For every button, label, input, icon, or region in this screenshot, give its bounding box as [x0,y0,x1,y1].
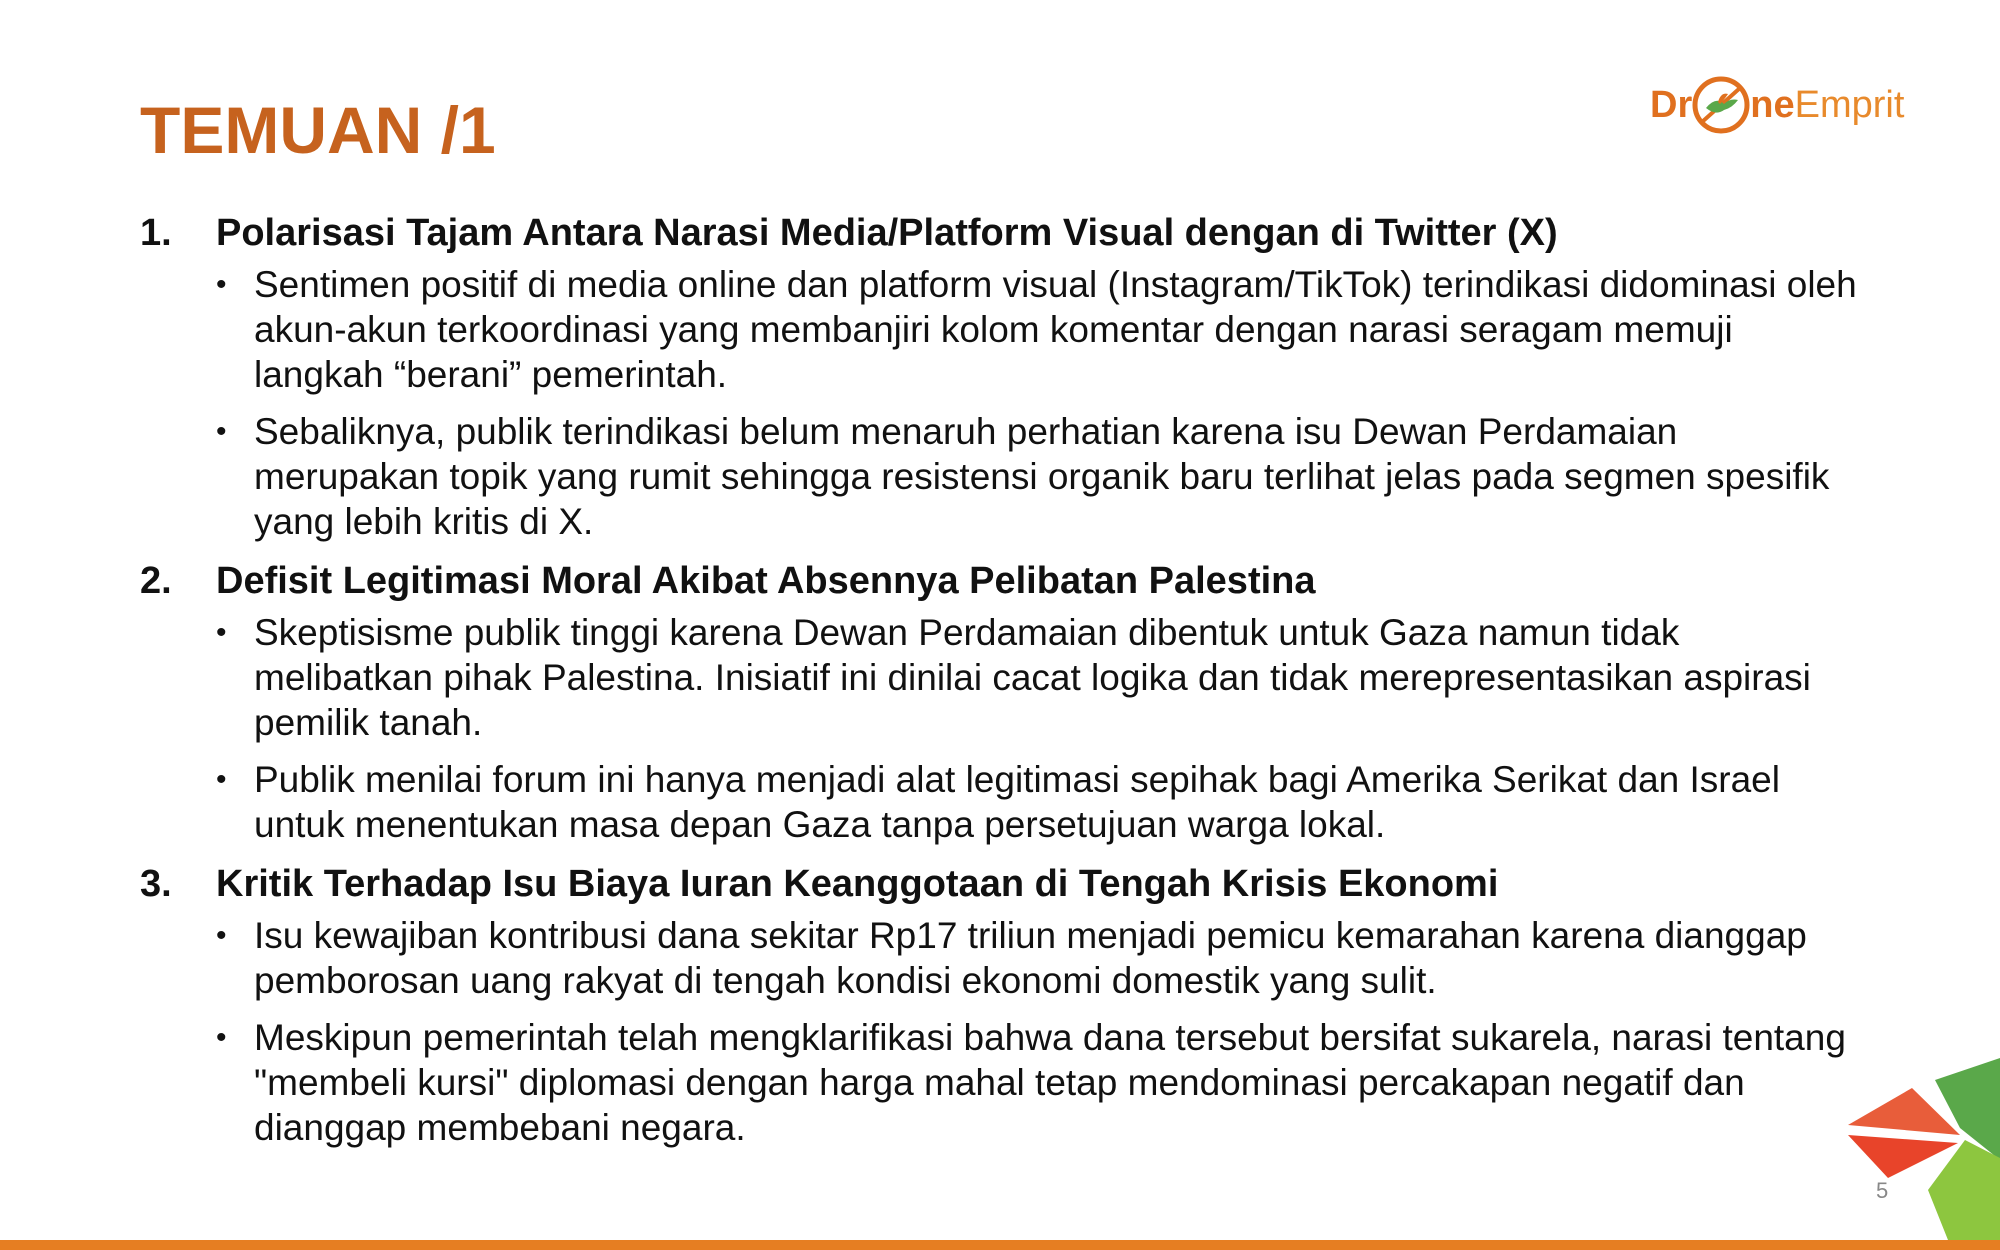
bullet-text: Isu kewajiban kontribusi dana sekitar Rp17 triliun menjadi pemicu kemarahan karena dianggap pemborosan uang rakyat di tengah kondisi ekonomi domestik yang sulit. [254,915,1807,1001]
findings-list [140,210,1860,1164]
finding-heading: Defisit Legitimasi Moral Akibat Absennya Pelibatan Palestina [216,560,1316,602]
bullet-text: Publik menilai forum ini hanya menjadi alat legitimasi sepihak bagi Amerika Serikat dan Israel untuk menentukan masa depan Gaza tanpa persetujuan warga lokal. [254,759,1780,845]
bullet-text: Skeptisisme publik tinggi karena Dewan Perdamaian dibentuk untuk Gaza namun tidak melibatkan pihak Palestina. Inisiatif ini dinilai cacat logika dan tidak merepresentasikan aspirasi pemilik tanah. [254,612,1811,743]
drone-logo-icon [1690,74,1752,136]
finding-number: 1. [140,212,172,254]
logo-text-ne: ne [1750,83,1795,126]
bottom-accent-bar [0,1240,2000,1250]
drone-emprit-logo [1650,70,1904,140]
bullet-dot-icon: • [216,919,227,952]
bullet-text: Sebaliknya, publik terindikasi belum menaruh perhatian karena isu Dewan Perdamaian merupakan topik yang rumit sehingga resistensi organik baru terlihat jelas pada segmen spesifik yang lebih kritis di X. [254,411,1830,542]
bullet-dot-icon: • [216,1021,227,1054]
finding-heading-row [140,210,1860,256]
corner-decoration-icon [1840,1040,2000,1240]
bullet-dot-icon: • [216,268,227,301]
bullet-item [216,409,1860,544]
bullet-item [216,913,1860,1003]
finding-heading-row [140,558,1860,604]
finding-number: 2. [140,560,172,602]
finding-heading: Kritik Terhadap Isu Biaya Iuran Keanggotaan di Tengah Krisis Ekonomi [216,863,1499,905]
finding-heading-row [140,861,1860,907]
finding-bullets [140,913,1860,1150]
finding-item [140,210,1860,544]
finding-bullets [140,610,1860,847]
bullet-item [216,262,1860,397]
finding-heading: Polarisasi Tajam Antara Narasi Media/Platform Visual dengan di Twitter (X) [216,212,1558,254]
bullet-text: Meskipun pemerintah telah mengklarifikasi bahwa dana tersebut bersifat sukarela, narasi tentang "membeli kursi" diplomasi dengan harga mahal tetap mendominasi percakapan negatif dan dianggap membebani negara. [254,1017,1846,1148]
finding-item [140,861,1860,1150]
bullet-dot-icon: • [216,616,227,649]
slide-title: TEMUAN /1 [140,93,496,167]
bullet-item [216,757,1860,847]
bullet-dot-icon: • [216,763,227,796]
page-number: 5 [1876,1178,1889,1203]
bullet-item [216,610,1860,745]
bullet-dot-icon: • [216,415,227,448]
logo-text-dr: Dr [1650,83,1693,126]
finding-bullets [140,262,1860,544]
bullet-text: Sentimen positif di media online dan platform visual (Instagram/TikTok) terindikasi didominasi oleh akun-akun terkoordinasi yang membanjiri kolom komentar dengan narasi seragam memuji langkah “berani” pemerintah. [254,264,1857,395]
logo-text-emprit: Emprit [1794,83,1905,126]
finding-number: 3. [140,863,172,905]
finding-item [140,558,1860,847]
bullet-item [216,1015,1860,1150]
